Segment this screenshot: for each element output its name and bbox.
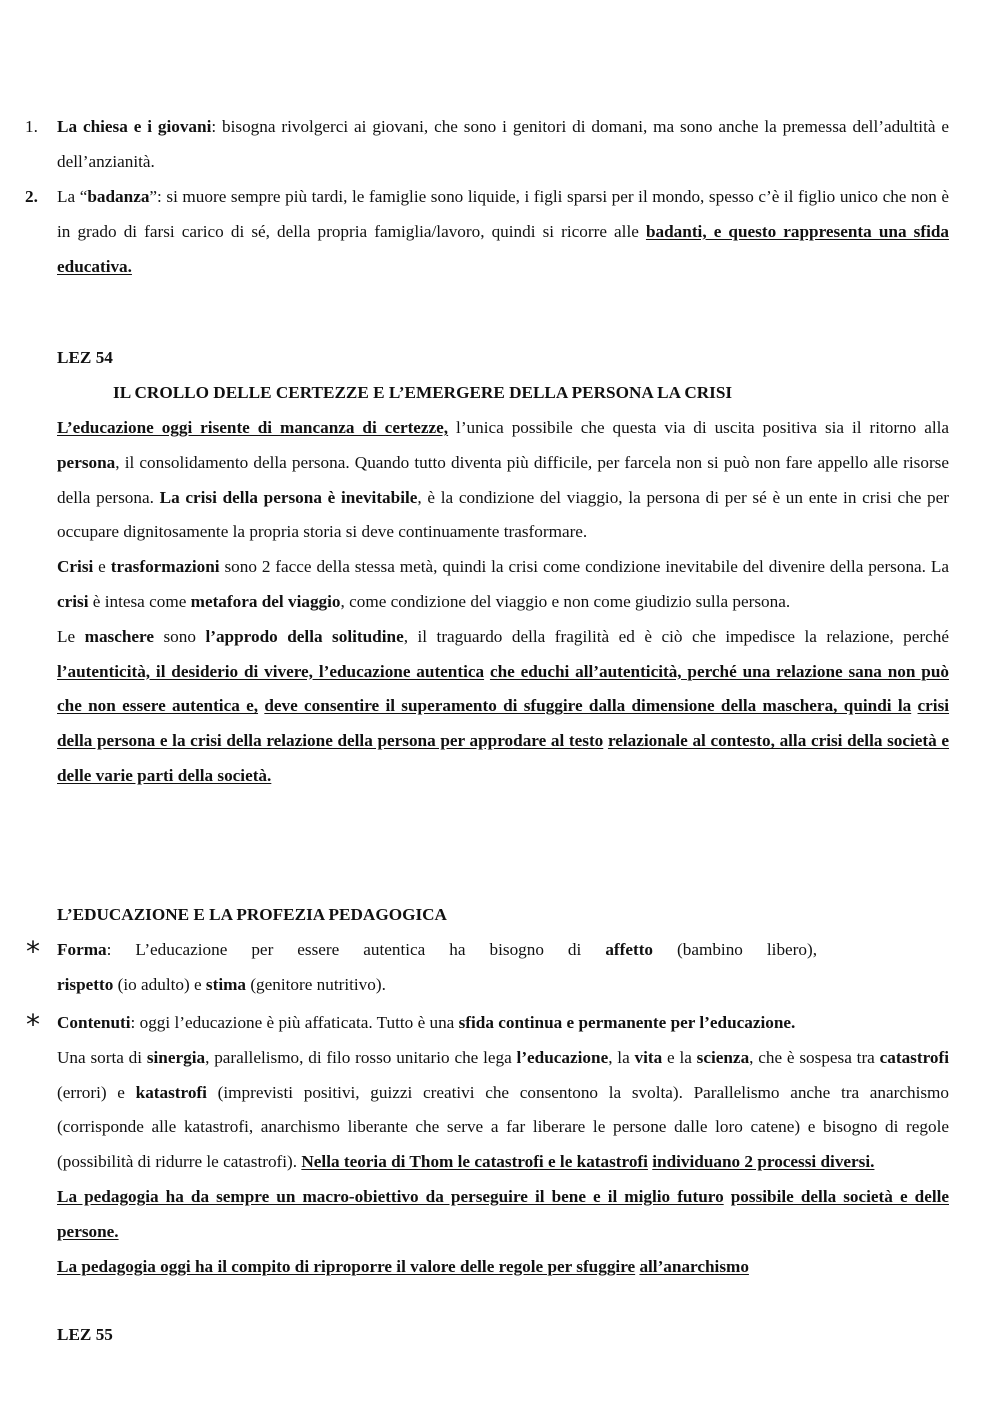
c-text-4: Una sorta di (57, 1047, 147, 1067)
profezia-heading: L’EDUCAZIONE E LA PROFEZIA PEDAGOGICA (57, 905, 447, 924)
p5-underlined-1: La pedagogia ha da sempre un macro-obiettivo da perseguire il bene e il miglio futuro (57, 1186, 724, 1206)
lez54-body (57, 411, 949, 794)
asterisk-bullet-icon: * (26, 935, 40, 968)
p2-text-2: e (93, 557, 111, 577)
p2-text-4: sono 2 facce della stessa metà, quindi la crisi come condizione inevitabile del divenire della persona. La (219, 557, 949, 577)
asterisk-bullet-icon: * (26, 1008, 40, 1041)
list-number-2: 2. (25, 187, 38, 206)
c-underlined-2: individuano 2 processi diversi. (652, 1152, 875, 1172)
forma-bold-rispetto: rispetto (57, 974, 114, 994)
forma-text-2: : L’educazione per essere autentica ha bisogno di (106, 940, 606, 959)
space (724, 1187, 731, 1206)
p2-text-6: è intesa come (88, 591, 191, 611)
lez54-title: IL CROLLO DELLE CERTEZZE E L’EMERGERE DELLA PERSONA LA CRISI (113, 383, 733, 402)
p3-text-1: Le (57, 626, 85, 646)
p6-underlined-1: La pedagogia oggi ha il compito di riproporre il valore delle regole per sfuggire (57, 1256, 636, 1276)
c-text-12: , che è sospesa tra (749, 1047, 880, 1067)
forma-bold-stima: stima (205, 974, 247, 994)
contenuti-line-1 (57, 1006, 949, 1041)
p3-underlined-2: che educhi all’autenticità, perché una relazione sana non può che non essere autentica e, (57, 661, 949, 716)
forma-line-2 (57, 968, 817, 1003)
c-bold-vita: vita (634, 1047, 663, 1067)
forma-line-1 (57, 933, 817, 968)
forma-bold-affetto: affetto (605, 940, 654, 959)
contenuti-label: Contenuti (57, 1013, 131, 1032)
list-item-1 (25, 110, 949, 180)
c-text-16: (imprevisti positivi, guizzi creativi che consentono la svolta). Parallelismo anche tra anarchismo (corrisponde alle katastrofi, anarchismo liberante che serve a far liberare le persone dalle loro catene) e bisogno di regole (possibilità di ridurre le catastrofi). (57, 1082, 950, 1172)
forma-text-4: (bambino libero), (653, 940, 818, 959)
contenuti-bold-sfida: sfida continua e permanente per l’educazione. (458, 1013, 796, 1032)
p3-text-5: , il traguardo della fragilità ed è ciò che impedisce la relazione, perché (403, 626, 949, 646)
lez55-label: LEZ 55 (57, 1325, 113, 1344)
pedagogia-paragraph-2 (57, 1250, 949, 1285)
c-text-10: e la (662, 1047, 697, 1067)
p1-bold-crisi: La crisi della persona è inevitabile (159, 487, 418, 507)
pedagogia-paragraph-1 (57, 1180, 949, 1250)
c-text-6: , parallelismo, di filo rosso unitario che lega (205, 1047, 517, 1067)
p2-bold-metafora: metafora del viaggio (190, 591, 341, 611)
p2-bold-crisi-2: crisi (57, 591, 89, 611)
p3-bold-maschere: maschere (84, 626, 154, 646)
list-number-1: 1. (25, 117, 38, 136)
p3-underlined-4: crisi della persona e la crisi della relazione della persona per approdare al testo (57, 696, 950, 751)
lez54-paragraph-3 (57, 620, 949, 794)
p2-bold-crisi: Crisi (57, 557, 94, 577)
c-text-8: , la (608, 1047, 635, 1067)
p5-underlined-2: possibile della società e delle persone. (57, 1186, 949, 1241)
c-bold-katastrofi: katastrofi (135, 1082, 207, 1102)
p2-text-8: , come condizione del viaggio e non come giudizio sulla persona. (340, 591, 791, 611)
item-2-text-a: La “ (57, 187, 88, 206)
item-2-text-c: ”: si muore sempre più tardi, le famiglie sono liquide, i figli sparsi per il mondo, spesso c’è il figlio unico che non è in grado di farsi carico di sé, della propria famiglia/lavoro, quindi si ricorre alle (57, 187, 949, 241)
forma-label: Forma (57, 940, 107, 959)
item-2-underlined-2: educativa. (57, 256, 132, 276)
forma-text-8: (genitore nutritivo). (246, 974, 386, 994)
contenuti-paragraph (57, 1041, 949, 1180)
p3-underlined-3: deve consentire il superamento di sfuggire dalla dimensione della maschera, quindi la (264, 696, 912, 716)
lez54-paragraph-1 (57, 411, 949, 550)
p1-text-4: , il consolidamento della persona. Quando tutto diventa più difficile, per farcela non si può non fare appello alle risorse della persona. (57, 452, 949, 507)
lez54-label: LEZ 54 (57, 348, 113, 367)
p3-bold-approdo: l’approdo della solitudine (205, 626, 404, 646)
item-2-underlined-1: badanti, e questo rappresenta una sfida (645, 221, 949, 241)
p3-text-3: sono (154, 626, 206, 646)
lez54-paragraph-2 (57, 550, 949, 620)
c-bold-educazione: l’educazione (516, 1047, 609, 1067)
p1-text-2: l’unica possibile che questa via di uscita positiva sia il ritorno alla (448, 418, 949, 437)
c-bold-scienza: scienza (696, 1047, 750, 1067)
c-text-14: (errori) e (57, 1082, 136, 1102)
c-bold-sinergia: sinergia (146, 1047, 206, 1067)
forma-text-6: (io adulto) e (113, 974, 206, 994)
bullet-forma (26, 933, 818, 1003)
list-item-2 (25, 180, 949, 284)
c-bold-catastrofi: catastrofi (879, 1047, 949, 1067)
c-underlined-1: Nella teoria di Thom le catastrofi e le katastrofi (301, 1152, 648, 1172)
p1-bold-persona: persona (57, 452, 116, 472)
p2-bold-trasformazioni: trasformazioni (110, 557, 220, 577)
p1-text-6: , è la condizione del viaggio, la persona di per sé è un ente in crisi che per occupare dignitosamente la propria storia si deve continuamente trasformare. (57, 487, 949, 542)
contenuti-text-2: : oggi l’educazione è più affaticata. Tutto è una (130, 1013, 459, 1032)
item-2-keyword: badanza (87, 187, 150, 206)
p3-underlined-1: l’autenticità, il desiderio di vivere, l’educazione autentica (57, 661, 485, 681)
p1-underlined: L’educazione oggi risente di mancanza di certezze, (57, 418, 449, 437)
item-1-title: La chiesa e i giovani (57, 117, 212, 136)
bullet-contenuti (26, 1006, 950, 1284)
p6-underlined-2: all’anarchismo (639, 1256, 749, 1276)
p3-underlined-5: relazionale al contesto, alla crisi della società e delle varie parti della società. (57, 731, 950, 785)
item-1-text: : bisogna rivolgerci ai giovani, che sono i genitori di domani, ma sono anche la premessa dell’adultità e dell’anzianità. (57, 117, 949, 171)
